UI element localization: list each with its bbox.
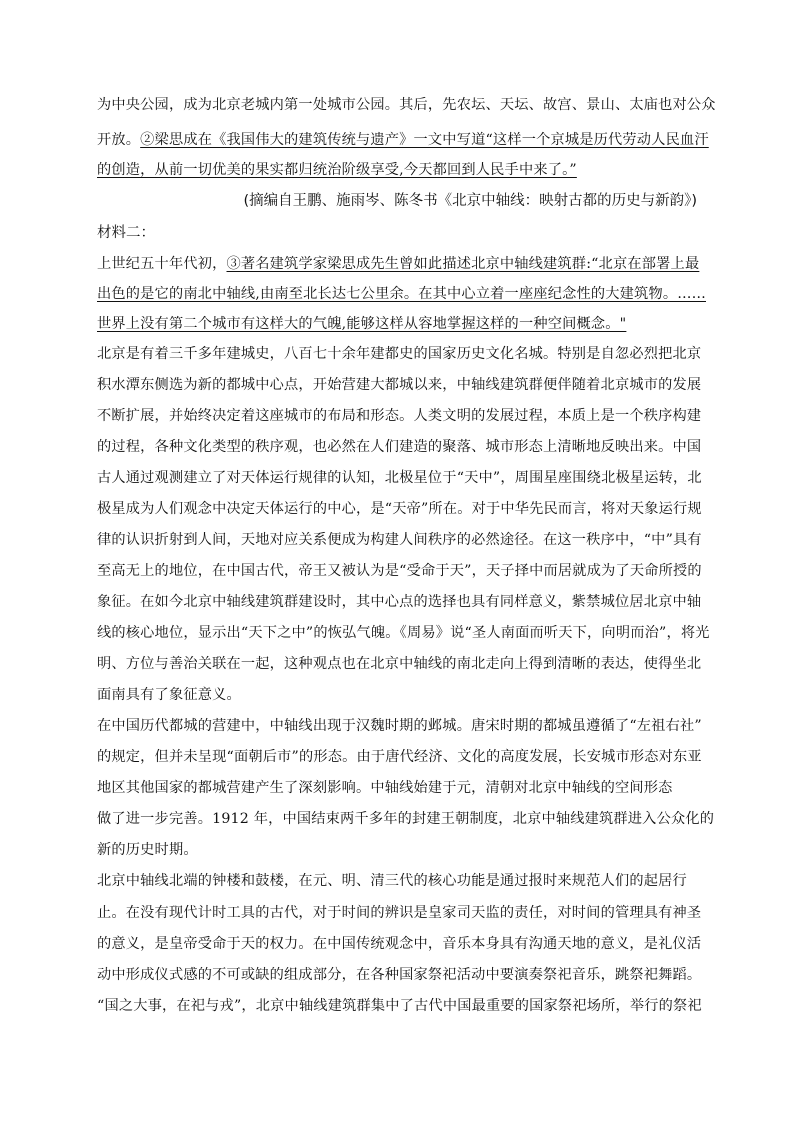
paragraph-line: 律的认识折射到人间，天地对应关系便成为构建人间秩序的必然途径。在这一秩序中，“中”具有 [97,532,702,548]
paragraph-line: 地区其他国家的都城营建产生了深刻影响。中轴线始建于元，清朝对北京中轴线的空间形态 [97,780,673,796]
paragraph-line [97,254,700,274]
paragraph-line: 不断扩展，并始终决定着这座城市的布局和形态。人类文明的发展过程，本质上是一个秩序构建 [97,408,702,424]
paragraph-line: 的意义，是皇帝受命于天的权力。在中国传统观念中，音乐本身具有沟通天地的意义，是礼仪活 [97,936,702,952]
text-run: 开放。 [97,132,141,148]
paragraph-line: 在中国历代都城的营建中，中轴线出现于汉魏时期的邺城。唐宋时期的都城虽遵循了“左祖右社” [97,718,702,734]
paragraph-line: 明、方位与善治关联在一起，这种观点也在北京中轴线的南北走向上得到清晰的表达，使得坐北 [97,656,702,672]
paragraph-line: 至高无上的地位，在中国古代，帝王又被认为是“受命于天”，天子择中而居就成为了天命所授的 [97,563,702,579]
paragraph-line: 积水潭东侧选为新的都城中心点，开始营建大都城以来，中轴线建筑群便伴随着北京城市的发展 [97,377,702,393]
paragraph-line: 新的历史时期。 [97,842,198,858]
underlined-quote-line: 出色的是它的南北中轴线,由南至北长达七公里余。在其中心立着一座座纪念性的大建筑物。…… [97,286,706,302]
paragraph-line: 止。在没有现代计时工具的古代，对于时间的辨识是皇家司天监的责任，对时间的管理具有神圣 [97,905,702,921]
source-citation: (摘编自王鹏、施雨岑、陈冬书《北京中轴线：映射古都的历史与新韵》) [243,193,697,209]
paragraph-line: 古人通过观测建立了对天体运行规律的认知，北极星位于“天中”，周围星座围绕北极星运转，北 [97,470,702,486]
underlined-quote-line: 的创造，从前一切优美的果实都归统治阶级享受,今天都回到人民手中来了。” [97,162,577,178]
paragraph-line: 动中形成仪式感的不可或缺的组成部分，在各种国家祭祀活动中要演奏祭祀音乐，跳祭祀舞蹈。 [97,967,702,983]
underlined-quote: ②梁思成在《我国伟大的建筑传统与遗产》一文中写道“这样一个京城是历代劳动人民血汗 [140,132,709,148]
paragraph-line [97,130,709,150]
paragraph-line: 极星成为人们观念中决定天体运行的中心，是“天帝”所在。对于中华先民而言，将对天象运行规 [97,501,702,517]
paragraph-line: 的规定，但并未呈现“面朝后市”的形态。由于唐代经济、文化的高度发展，长安城市形态对东亚 [97,749,702,765]
paragraph-line: 的过程，各种文化类型的秩序观，也必然在人们建造的聚落、城市形态上清晰地反映出来。中国 [97,439,702,455]
text-run: 上世纪五十年代初， [97,256,227,272]
paragraph-line: 线的核心地位，显示出“天下之中”的恢弘气魄。《周易》说“圣人南面而听天下，向明而治”，将光 [97,625,710,641]
paragraph-line: 北京中轴线北端的钟楼和鼓楼，在元、明、清三代的核心功能是通过报时来规范人们的起居行 [97,873,687,889]
paragraph-line: 为中央公园，成为北京老城内第一处城市公园。其后，先农坛、天坛、故宫、景山、太庙也对公众 [97,97,716,113]
underlined-quote: ③著名建筑学家梁思成先生曾如此描述北京中轴线建筑群:“北京在部署上最 [226,256,700,272]
paragraph-line: 北京是有着三千多年建城史，八百七十余年建都史的国家历史文化名城。特别是自忽必烈把北京 [97,346,702,362]
paragraph-line: 象征。在如今北京中轴线建筑群建设时，其中心点的选择也具有同样意义，紫禁城位居北京中轴 [97,594,702,610]
underlined-quote-line: 世界上没有第二个城市有这样大的气魄,能够这样从容地掌握这样的一种空间概念。" [97,316,627,332]
paragraph-line: “国之大事，在祀与戎”，北京中轴线建筑群集中了古代中国最重要的国家祭祀场所，举行的祭祀 [97,998,702,1014]
paragraph-line: 面南具有了象征意义。 [97,687,241,703]
paragraph-line: 做了进一步完善。1912 年，中国结束两千多年的封建王朝制度，北京中轴线建筑群进入公众化的 [97,811,715,827]
section-heading: 材料二： [97,225,155,241]
